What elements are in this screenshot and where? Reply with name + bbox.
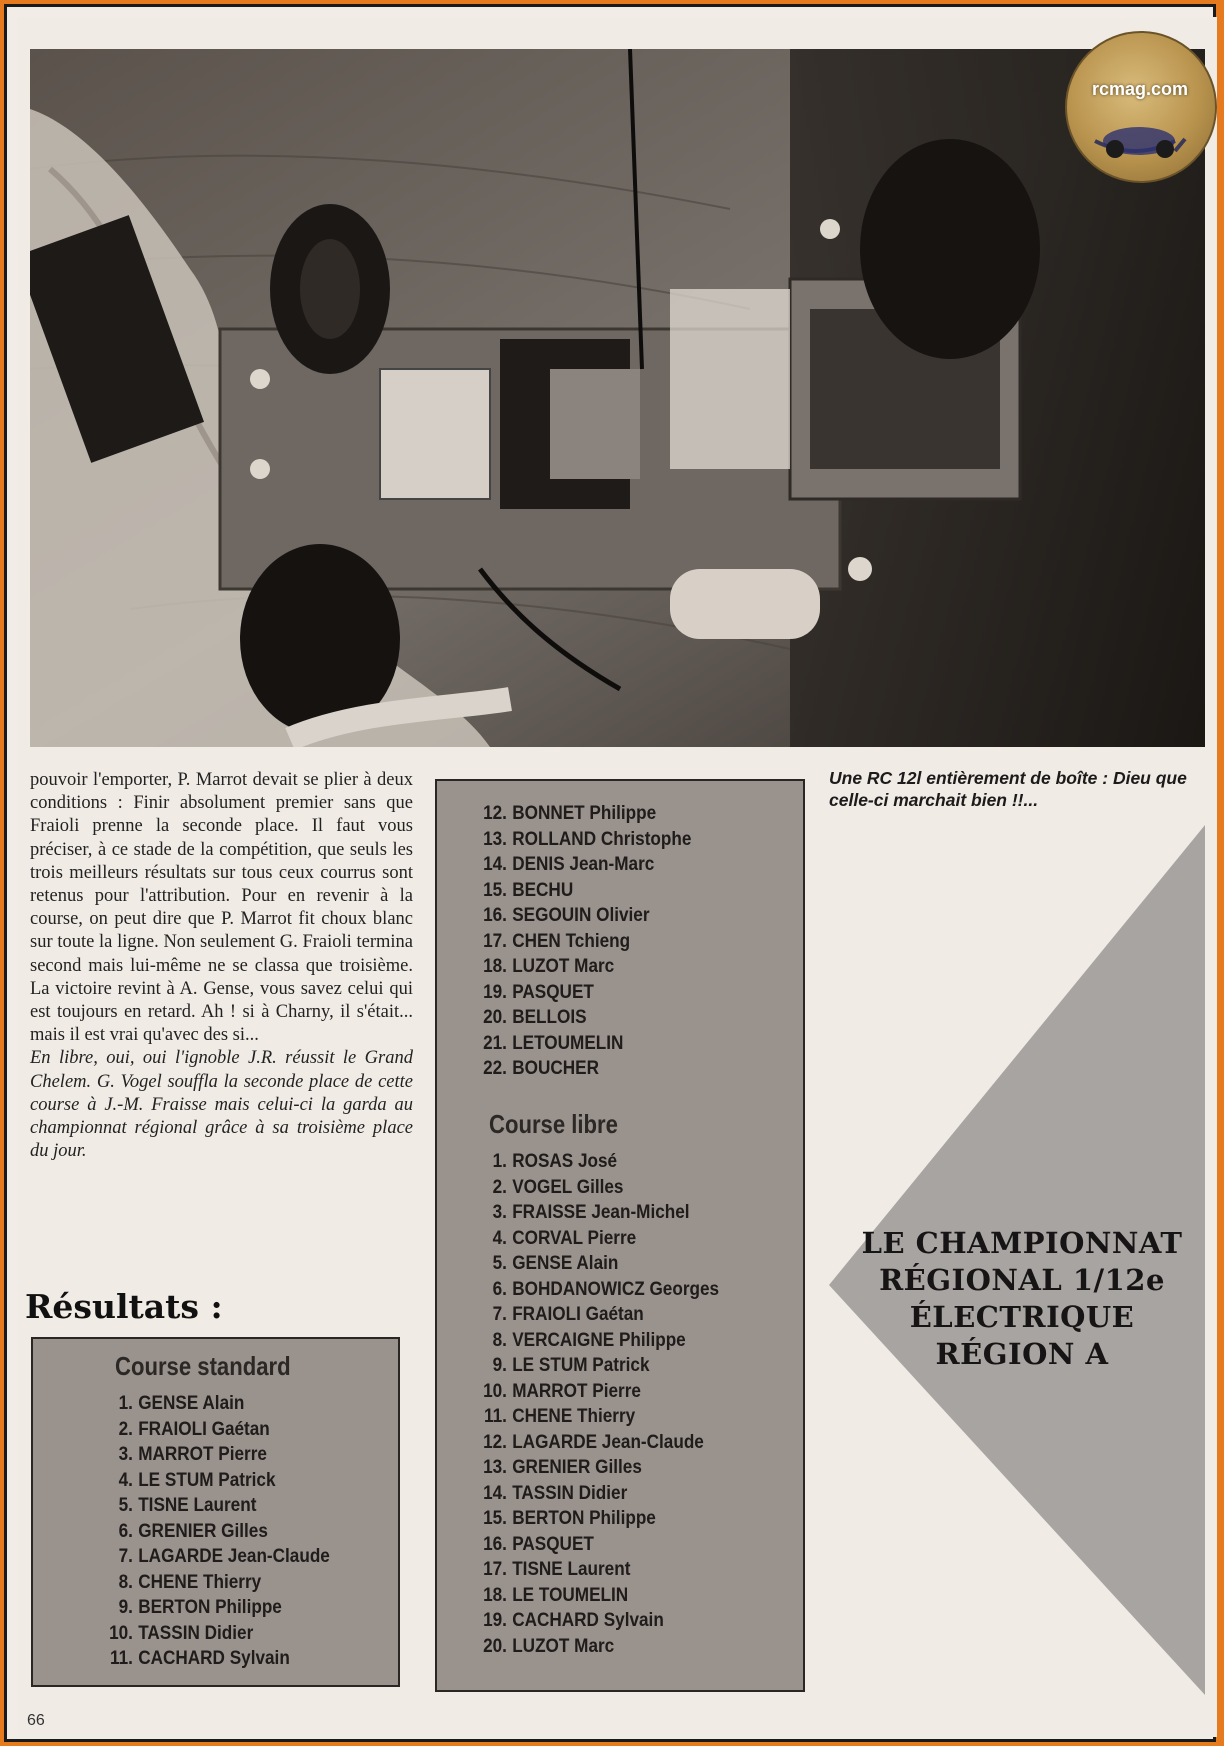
result-entry — [477, 1634, 719, 1660]
result-entry — [103, 1595, 330, 1621]
logo-text: rcmag.com — [1091, 79, 1189, 99]
result-entry — [477, 1583, 719, 1609]
result-name: BECHU — [512, 878, 574, 901]
result-entry — [477, 903, 691, 929]
result-entry — [477, 1328, 719, 1354]
result-rank: 12. — [483, 802, 507, 824]
result-rank: 18. — [483, 955, 507, 977]
result-name: LAGARDE Jean-Claude — [512, 1430, 704, 1453]
result-name: DENIS Jean-Marc — [512, 853, 655, 875]
result-name: VOGEL Gilles — [512, 1175, 624, 1198]
result-name: VERCAIGNE Philippe — [512, 1328, 686, 1351]
result-rank: 19. — [483, 980, 507, 1003]
result-name: BONNET Philippe — [512, 802, 657, 824]
article-paragraph-1: pouvoir l'emporter, P. Marrot devait se plier à deux conditions : Finir absolument premier sans que Fraioli prenne la seconde place. Il faut vous préciser, à ce stade de la compétition, que seuls les trois meilleurs résultats sur tous ceux courrus sont retenus pour l'attribution. Pour en revenir à la course, on peut dire que P. Marrot fit choux blanc sur toute la ligne. Non seulement G. Fraioli termina second mais lui-même ne se classa que troisième. La victoire revint à A. Gense, vous savez celui qui est toujours en retard. Ah ! si à Charny, il s'était... mais il est vrai qu'avec des si... — [30, 770, 413, 1046]
result-entry — [477, 1149, 719, 1175]
result-name: BELLOIS — [512, 1006, 587, 1028]
result-name: LUZOT Marc — [512, 955, 615, 977]
result-name: GRENIER Gilles — [138, 1519, 268, 1542]
result-rank: 14. — [483, 1481, 507, 1504]
result-entry — [103, 1493, 330, 1519]
result-entry — [477, 980, 691, 1006]
results-title: Résultats : — [25, 1287, 223, 1326]
result-name: MARROT Pierre — [512, 1379, 641, 1402]
result-name: FRAIOLI Gaétan — [138, 1417, 270, 1440]
result-name: LAGARDE Jean-Claude — [138, 1545, 330, 1567]
result-rank: 11. — [483, 1405, 507, 1427]
headline-line-2: RÉGIONAL 1/12e — [879, 1263, 1165, 1297]
result-name: PASQUET — [512, 1532, 594, 1555]
result-rank: 5. — [492, 1252, 507, 1274]
result-rank: 4. — [492, 1226, 507, 1249]
result-entry — [477, 1481, 719, 1507]
page-frame — [4, 4, 1216, 1742]
headline-line-4: RÉGION A — [935, 1337, 1109, 1371]
page-number: 66 — [27, 1712, 45, 1729]
result-name: MARROT Pierre — [138, 1443, 267, 1465]
result-name: GENSE Alain — [138, 1392, 245, 1414]
course-standard-heading: Course standard — [115, 1351, 291, 1381]
result-rank: 15. — [483, 878, 507, 901]
result-entry — [477, 1379, 719, 1405]
result-entry — [103, 1519, 330, 1545]
result-name: CHEN Tchieng — [512, 929, 631, 952]
result-entry — [477, 1200, 719, 1226]
result-entry — [103, 1544, 330, 1570]
result-rank: 3. — [118, 1443, 133, 1465]
result-rank: 8. — [492, 1328, 507, 1351]
result-name: SEGOUIN Olivier — [512, 904, 650, 926]
result-rank: 8. — [118, 1570, 133, 1593]
result-entry — [103, 1391, 330, 1417]
rc-car-chassis-photo — [30, 49, 1205, 747]
result-rank: 14. — [483, 853, 507, 875]
result-rank: 1. — [492, 1150, 507, 1172]
rcmag-logo-arc — [1065, 31, 1213, 179]
result-name: CACHARD Sylvain — [512, 1609, 664, 1631]
article-paragraph-2: En libre, oui, oui l'ignoble J.R. réussit le Grand Chelem. G. Vogel souffla la seconde place de cette course à J.-M. Fraisse mais celui-ci la garda au championnat régional grâce à sa troisième place du jour. — [30, 1048, 413, 1162]
result-entry — [103, 1417, 330, 1443]
result-rank: 4. — [118, 1468, 133, 1491]
result-name: TISNE Laurent — [138, 1494, 257, 1516]
result-rank: 13. — [483, 827, 507, 850]
result-name: FRAIOLI Gaétan — [512, 1303, 644, 1325]
result-rank: 5. — [118, 1494, 133, 1516]
result-rank: 19. — [483, 1609, 507, 1631]
headline-line-1: LE CHAMPIONNAT — [861, 1226, 1183, 1260]
result-name: BERTON Philippe — [138, 1596, 282, 1618]
result-name: BERTON Philippe — [512, 1507, 656, 1529]
result-name: TASSIN Didier — [138, 1621, 254, 1644]
result-name: BOUCHER — [512, 1057, 599, 1079]
result-entry — [477, 1302, 719, 1328]
result-entry — [477, 1404, 719, 1430]
result-rank: 10. — [109, 1621, 133, 1644]
result-rank: 20. — [483, 1006, 507, 1028]
result-name: ROLLAND Christophe — [512, 827, 692, 850]
result-rank: 6. — [118, 1519, 133, 1542]
rc-car-photo — [30, 49, 1205, 747]
result-name: LUZOT Marc — [512, 1634, 615, 1657]
result-entry — [477, 1506, 719, 1532]
result-rank: 2. — [118, 1417, 133, 1440]
result-rank: 9. — [492, 1354, 507, 1376]
result-name: CACHARD Sylvain — [138, 1647, 290, 1669]
result-entry — [477, 878, 691, 904]
result-name: CHENE Thierry — [512, 1405, 636, 1427]
result-entry — [477, 1455, 719, 1481]
result-name: TISNE Laurent — [512, 1558, 631, 1580]
result-name: FRAISSE Jean-Michel — [512, 1201, 690, 1223]
results-continued-box — [435, 779, 805, 1692]
result-entry — [477, 929, 691, 955]
result-rank: 1. — [118, 1392, 133, 1414]
headline-line-3: ÉLECTRIQUE — [909, 1300, 1135, 1334]
result-entry — [477, 1277, 719, 1303]
result-name: LETOUMELIN — [512, 1031, 624, 1054]
photo-caption: Une RC 12l entièrement de boîte : Dieu que celle-ci marchait bien !!... — [829, 768, 1187, 810]
result-rank: 10. — [483, 1379, 507, 1402]
result-rank: 13. — [483, 1456, 507, 1478]
course-libre-heading: Course libre — [489, 1109, 618, 1139]
result-rank: 16. — [483, 1532, 507, 1555]
result-name: CHENE Thierry — [138, 1570, 262, 1593]
result-rank: 11. — [109, 1647, 133, 1669]
course-libre-list — [477, 1149, 752, 1659]
result-rank: 12. — [483, 1430, 507, 1453]
result-rank: 7. — [492, 1303, 507, 1325]
result-entry — [477, 801, 691, 827]
result-rank: 18. — [483, 1583, 507, 1606]
result-name: CORVAL Pierre — [512, 1226, 637, 1249]
course-standard-box — [31, 1337, 400, 1687]
result-entry — [477, 954, 691, 980]
result-name: GRENIER Gilles — [512, 1456, 642, 1478]
result-name: PASQUET — [512, 980, 594, 1003]
result-rank: 9. — [118, 1596, 133, 1618]
result-rank: 21. — [483, 1031, 507, 1054]
result-entry — [103, 1570, 330, 1596]
result-rank: 20. — [483, 1634, 507, 1657]
result-name: LE TOUMELIN — [512, 1583, 629, 1606]
result-entry — [477, 1532, 719, 1558]
result-entry — [103, 1442, 330, 1468]
result-entry — [477, 1226, 719, 1252]
result-entry — [477, 1430, 719, 1456]
result-entry — [477, 1557, 719, 1583]
result-name: TASSIN Didier — [512, 1481, 628, 1504]
result-rank: 6. — [492, 1277, 507, 1300]
result-entry — [477, 1175, 719, 1201]
result-name: BOHDANOWICZ Georges — [512, 1277, 720, 1300]
result-name: GENSE Alain — [512, 1252, 619, 1274]
article-body — [30, 769, 413, 1163]
course-standard-continued-list — [477, 801, 721, 1082]
result-rank: 15. — [483, 1507, 507, 1529]
result-entry — [477, 1251, 719, 1277]
result-name: LE STUM Patrick — [512, 1354, 650, 1376]
result-entry — [103, 1646, 330, 1672]
magazine-page — [17, 17, 1217, 1737]
result-rank: 22. — [483, 1057, 507, 1079]
result-entry — [477, 1353, 719, 1379]
result-rank: 17. — [483, 1558, 507, 1580]
result-rank: 3. — [492, 1201, 507, 1223]
result-entry — [103, 1468, 330, 1494]
result-entry — [477, 1031, 691, 1057]
result-entry — [477, 852, 691, 878]
result-rank: 17. — [483, 929, 507, 952]
result-entry — [103, 1621, 330, 1647]
result-rank: 16. — [483, 904, 507, 926]
result-name: ROSAS José — [512, 1150, 618, 1172]
result-entry — [477, 1056, 691, 1082]
result-entry — [477, 1608, 719, 1634]
result-rank: 7. — [118, 1545, 133, 1567]
course-standard-list — [103, 1391, 361, 1672]
result-name: LE STUM Patrick — [138, 1468, 276, 1491]
headline — [829, 1225, 1215, 1373]
result-entry — [477, 1005, 691, 1031]
result-entry — [477, 827, 691, 853]
result-rank: 2. — [492, 1175, 507, 1198]
